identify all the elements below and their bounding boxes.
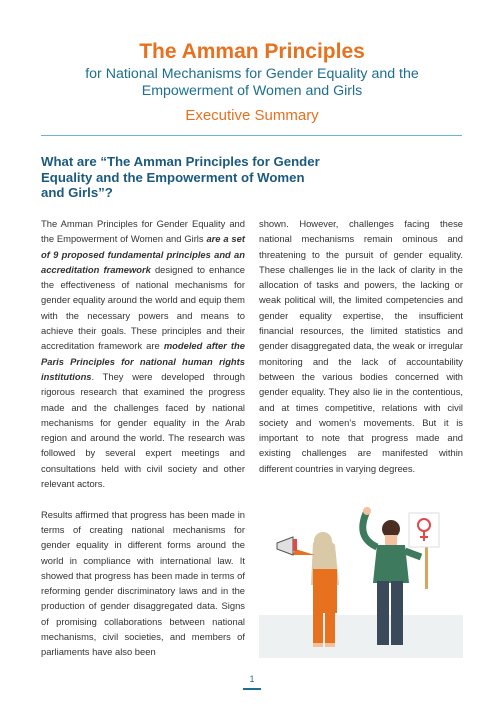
intro-text-a: The Amman Principles for Gender Equality and the Empowerment of Women and Girls [41, 218, 245, 245]
document-subtitle [20, 66, 484, 100]
divider-line [41, 135, 462, 136]
two-women-activists-illustration [259, 505, 463, 658]
intro-text-e: . They were developed through rigorous research that examined the progress made and the challenges faced by national mechanisms for gender equality in the Arab region and around the world. The research was followed by several expert meetings and consultations held with civil society and other relevant actors. [41, 370, 245, 490]
intro-emphasis-principles: are a set of 9 proposed fundamental principles and an accreditation framework [41, 233, 245, 275]
page-number-underline [243, 688, 261, 690]
executive-summary-label: Executive Summary [185, 107, 319, 124]
paragraph-intro [41, 216, 245, 491]
page-number: 1 [249, 674, 255, 684]
section-heading: What are “The Amman Principles for Gender Equality and the Empowerment of Women and Girls”? [41, 154, 320, 200]
paragraph-challenges: shown. However, challenges facing these national mechanisms remain ominous and threatening to the pursuit of gender equality. These challenges lie in the lack of clarity in the allocation of tasks and powers, the lacking or weak political will, the limited competencies and gender equality expertise, the insufficient financial resources, the limited statistics and gender disaggregated data, the weak or irregular monitoring and the lack of accountability between the various bodies concerned with gender equality. They also lie in the contentious, and at times competitive, relations with civil society and women’s movements. But it is important to note that progress made and existing challenges are manifested within different countries in varying degrees. [259, 218, 463, 474]
subtitle-line-2: Empowerment of Women and Girls [141, 83, 363, 99]
document-title: The Amman Principles [139, 40, 365, 63]
subtitle-line-1: for National Mechanisms for Gender Equality and the [85, 66, 419, 82]
right-column [259, 216, 463, 476]
intro-emphasis-paris: modeled after the Paris Principles for national human rights institutions [41, 340, 245, 382]
left-column [41, 216, 245, 660]
floor-shadow [259, 615, 463, 658]
intro-text-c: designed to enhance the effectiveness of national mechanisms for gender equality around the world and equip them with the necessary powers and means to achieve their goals. These principles and their accreditation framework are [41, 263, 245, 352]
paragraph-results: Results affirmed that progress has been made in terms of creating national mechanisms for gender equality in different forms around the world in compliance with international law. It showed that progress has been made in terms of reforming gender discriminatory laws and in the production of gender disaggregated data. Signs of promising collaborations between national mechanisms, civil societies, and members of parliaments have also been [41, 508, 245, 658]
